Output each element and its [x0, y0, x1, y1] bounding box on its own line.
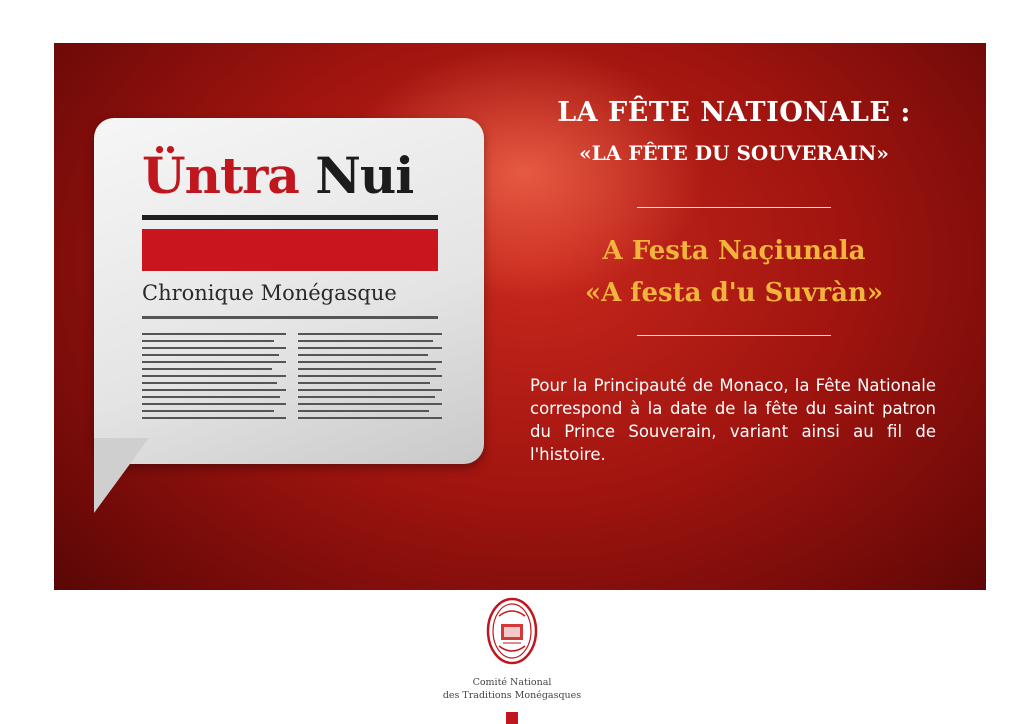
bubble-tail-icon [94, 438, 154, 518]
monegasque-title: A Festa Naçiunala [602, 236, 866, 266]
title-rule [142, 215, 438, 220]
separator-bottom [637, 335, 831, 336]
body-paragraph: Pour la Principauté de Monaco, la Fête Nationale correspond à la date de la fête du saint patron du Prince Souverain, variant ainsi au fil de l'histoire. [530, 376, 936, 464]
page-subtitle: «LA FÊTE DU SOUVERAIN» [579, 141, 889, 165]
speech-bubble [94, 118, 484, 464]
subtitle-rule [142, 316, 438, 319]
red-headline-bar [142, 229, 438, 271]
separator-top [637, 207, 831, 208]
banner [54, 43, 986, 590]
org-name-line1: Comité National [472, 677, 552, 688]
newspaper-title-part1: Üntra [142, 146, 299, 205]
newspaper-title [142, 146, 413, 206]
text-column-left-icon [142, 333, 286, 424]
bottom-red-mark [506, 712, 518, 724]
newspaper-title-part2: Nui [315, 146, 414, 205]
seal-logo-icon [485, 596, 539, 666]
newspaper-subtitle: Chronique Monégasque [142, 281, 397, 305]
page-title: LA FÊTE NATIONALE : [557, 97, 911, 128]
text-column-right-icon [298, 333, 442, 424]
org-name-line2: des Traditions Monégasques [442, 690, 582, 701]
monegasque-subtitle: «A festa d'u Suvràn» [584, 278, 884, 308]
